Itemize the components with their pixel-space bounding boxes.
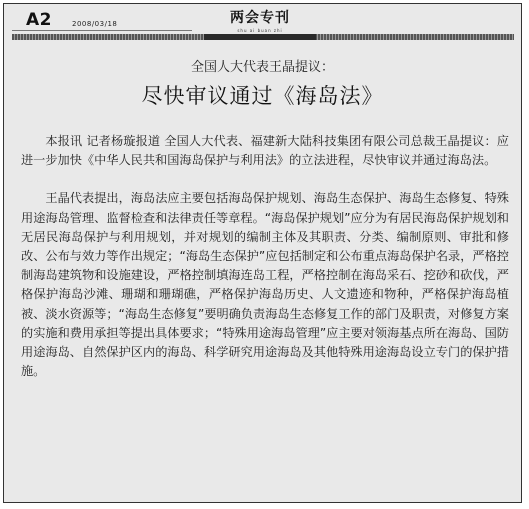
issue-date: 2008/03/18 (72, 20, 118, 28)
page-header (4, 4, 521, 42)
article-body (21, 132, 509, 381)
article-headline: 尽快审议通过《海岛法》 (141, 84, 384, 108)
section-pinyin: shu ai buan zhi (237, 28, 283, 33)
article-paragraph-2: 王晶代表提出，海岛法应主要包括海岛保护规划、海岛生态保护、海岛生态修复、特殊用途海岛管理、监督检查和法律责任等章程。“海岛保护规划”应分为有居民海岛保护规划和无居民海岛保护与利用规划，并对规划的编制主体及其职责、分类、编制原则、审批和修改、公布与效力等作出规定；“海岛生态保护”应包括制定和公布重点海岛保护名录，严格控制海岛建筑物和设施建设，严格控制填海连岛工程，严格控制在海岛采石、挖砂和砍伐，严格保护海岛沙滩、珊瑚和珊瑚礁，严格保护海岛历史、人文遗迹和物种，严格保护海岛植被、淡水资源等；“海岛生态修复”要明确负责海岛生态修复工作的部门及职责，对修复方案的实施和费用承担等提出具体要求；“特殊用途海岛管理”应主要对领海基点所在海岛、国防用途海岛、自然保护区内的海岛、科学研究用途海岛及其他特殊用途海岛设立专门的保护措施。 (21, 191, 509, 379)
header-rule-thin (12, 30, 192, 31)
article-kicker: 全国人大代表王晶提议： (190, 60, 334, 75)
section-title: 两会专刊 (230, 10, 290, 26)
newspaper-clipping (3, 3, 522, 503)
article-paragraph-1: 本报讯 记者杨璇报道 全国人大代表、福建新大陆科技集团有限公司总裁王晶提议：应进一步加快《中华人民共和国海岛保护与利用法》的立法进程，尽快审议并通过海岛法。 (21, 134, 509, 168)
section-label (204, 8, 316, 36)
page-number: A2 (26, 10, 52, 30)
